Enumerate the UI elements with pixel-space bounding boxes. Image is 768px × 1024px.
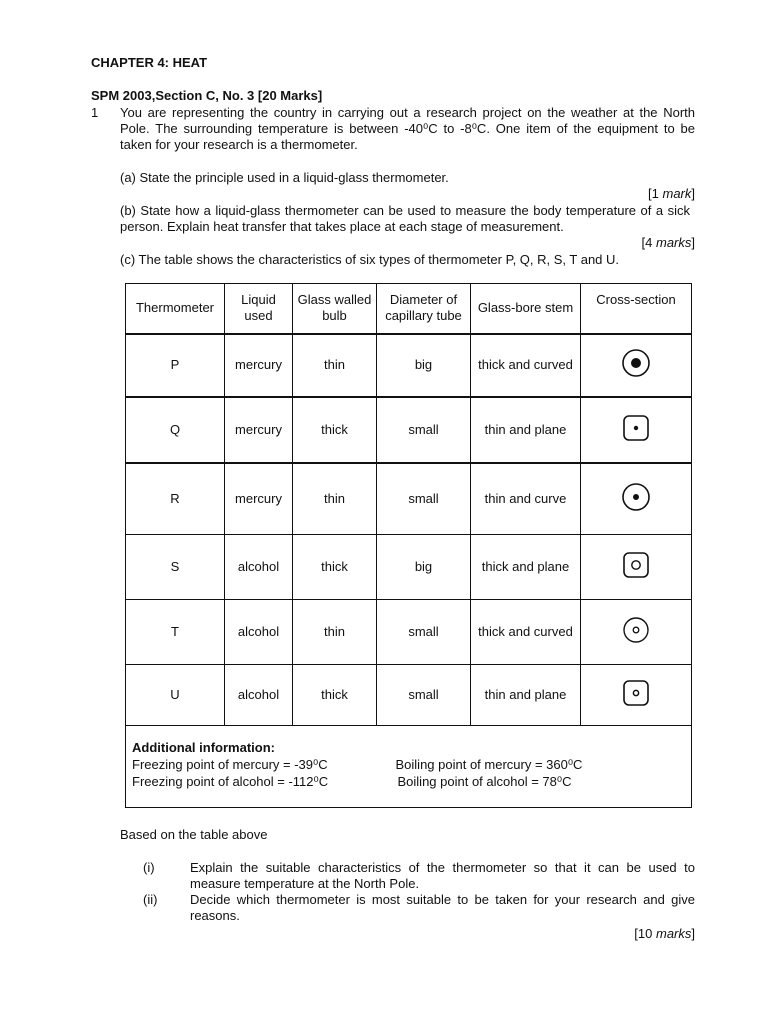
cell-stem: thin and plane bbox=[471, 397, 581, 463]
freezing-mercury: Freezing point of mercury = -39⁰C bbox=[132, 757, 328, 772]
cell-name: U bbox=[126, 665, 225, 726]
cell-cross-section bbox=[581, 535, 692, 600]
table-row bbox=[126, 463, 692, 535]
header-cross-section: Cross-section bbox=[581, 284, 692, 334]
cell-diameter: big bbox=[377, 535, 471, 600]
based-on-text: Based on the table above bbox=[120, 827, 268, 842]
table-row bbox=[126, 334, 692, 397]
cell-name: S bbox=[126, 535, 225, 600]
table-row bbox=[126, 600, 692, 665]
sub-i-text: Explain the suitable characteristics of the thermometer so that it can be used to measure temperature at the North Pole. bbox=[190, 860, 695, 891]
thermometer-table bbox=[125, 283, 692, 808]
cell-liquid: mercury bbox=[225, 334, 293, 397]
final-marks-open: [10 bbox=[634, 926, 656, 941]
cell-diameter: small bbox=[377, 397, 471, 463]
header-glass-bore-stem: Glass-bore stem bbox=[471, 284, 581, 334]
sub-i-label: (i) bbox=[143, 860, 155, 875]
cross-section-circle-small-bore-icon bbox=[621, 482, 651, 512]
freezing-alcohol: Freezing point of alcohol = -112⁰C bbox=[132, 774, 329, 789]
header-glass-walled-bulb: Glass walled bulb bbox=[293, 284, 377, 334]
boiling-mercury: Boiling point of mercury = 360⁰C bbox=[395, 757, 583, 772]
alcohol-info-line bbox=[132, 773, 685, 790]
chapter-title: CHAPTER 4: HEAT bbox=[91, 55, 208, 70]
cross-section-square-small-bore-icon bbox=[622, 414, 650, 442]
cell-liquid: mercury bbox=[225, 463, 293, 535]
cross-section-circle-small-bore-icon bbox=[622, 616, 650, 644]
cell-cross-section bbox=[581, 665, 692, 726]
header-liquid-used: Liquid used bbox=[225, 284, 293, 334]
cell-name: T bbox=[126, 600, 225, 665]
cell-cross-section bbox=[581, 463, 692, 535]
question-intro: You are representing the country in carrying out a research project on the weather at the North Pole. The surrounding temperature is between -40⁰C to -8⁰C. One item of the equipment to be taken for your research is a thermometer. bbox=[120, 105, 695, 152]
table-row bbox=[126, 535, 692, 600]
cell-diameter: small bbox=[377, 600, 471, 665]
header-capillary-diameter: Diameter of capillary tube bbox=[377, 284, 471, 334]
part-b-text: (b) State how a liquid-glass thermometer can be used to measure the body temperature of a sick person. Explain heat transfer that takes place at each stage of measurement. bbox=[120, 203, 690, 234]
part-a-marks-word: mark bbox=[662, 186, 692, 201]
cell-liquid: mercury bbox=[225, 397, 293, 463]
cell-diameter: small bbox=[377, 665, 471, 726]
cell-liquid: alcohol bbox=[225, 665, 293, 726]
cross-section-square-big-bore-icon bbox=[622, 551, 650, 579]
cell-bulb: thick bbox=[293, 397, 377, 463]
part-a-text: (a) State the principle used in a liquid-glass thermometer. bbox=[120, 170, 449, 185]
cell-stem: thick and plane bbox=[471, 535, 581, 600]
cell-diameter: small bbox=[377, 463, 471, 535]
part-b-marks-open: [4 bbox=[641, 235, 656, 250]
cross-section-circle-big-bore-icon bbox=[621, 348, 651, 378]
question-source: SPM 2003,Section C, No. 3 [20 Marks] bbox=[91, 88, 323, 103]
additional-info-cell bbox=[126, 726, 692, 808]
final-marks bbox=[560, 926, 695, 941]
cell-bulb: thick bbox=[293, 665, 377, 726]
part-b-marks-word: marks bbox=[655, 235, 692, 250]
cross-section-square-small-bore-icon bbox=[622, 679, 650, 707]
cell-stem: thick and curved bbox=[471, 600, 581, 665]
cell-stem: thick and curved bbox=[471, 334, 581, 397]
cell-liquid: alcohol bbox=[225, 535, 293, 600]
cell-bulb: thin bbox=[293, 463, 377, 535]
boiling-alcohol: Boiling point of alcohol = 78⁰C bbox=[397, 774, 572, 789]
mercury-info-line bbox=[132, 756, 685, 773]
table-row bbox=[126, 397, 692, 463]
cell-diameter: big bbox=[377, 334, 471, 397]
cell-name: R bbox=[126, 463, 225, 535]
question-number: 1 bbox=[91, 105, 99, 120]
table-header-row bbox=[126, 284, 692, 334]
cell-cross-section bbox=[581, 600, 692, 665]
part-b-marks-close: ] bbox=[691, 235, 695, 250]
final-marks-word: marks bbox=[655, 926, 692, 941]
additional-info-row bbox=[126, 726, 692, 808]
part-a-marks-close: ] bbox=[691, 186, 695, 201]
cell-name: Q bbox=[126, 397, 225, 463]
cell-cross-section bbox=[581, 397, 692, 463]
cell-bulb: thick bbox=[293, 535, 377, 600]
sub-ii-label: (ii) bbox=[143, 892, 158, 907]
cell-cross-section bbox=[581, 334, 692, 397]
cell-stem: thin and plane bbox=[471, 665, 581, 726]
final-marks-close: ] bbox=[691, 926, 695, 941]
part-a-marks bbox=[560, 186, 695, 201]
part-a-marks-open: [1 bbox=[648, 186, 663, 201]
cell-name: P bbox=[126, 334, 225, 397]
table-row bbox=[126, 665, 692, 726]
part-b-marks bbox=[560, 235, 695, 250]
cell-liquid: alcohol bbox=[225, 600, 293, 665]
part-c-text: (c) The table shows the characteristics of six types of thermometer P, Q, R, S, T and U. bbox=[120, 252, 620, 267]
cell-bulb: thin bbox=[293, 600, 377, 665]
cell-bulb: thin bbox=[293, 334, 377, 397]
header-thermometer: Thermometer bbox=[126, 284, 225, 334]
sub-ii-text: Decide which thermometer is most suitable to be taken for your research and give reasons. bbox=[190, 892, 695, 923]
additional-info-title: Additional information: bbox=[132, 740, 275, 755]
cell-stem: thin and curve bbox=[471, 463, 581, 535]
